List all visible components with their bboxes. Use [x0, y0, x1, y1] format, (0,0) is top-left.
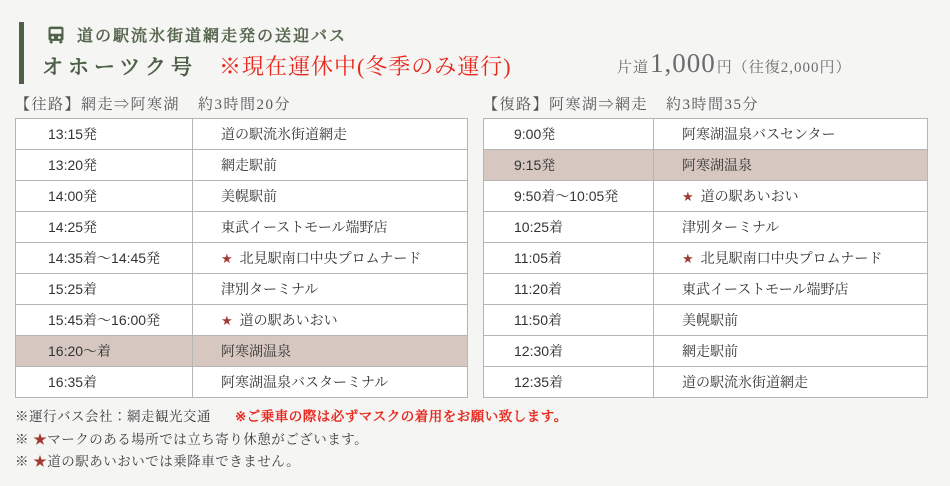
stop-name: 美幌駅前	[221, 188, 277, 204]
timetable-stop-cell	[654, 212, 928, 243]
timetable-row	[484, 212, 928, 243]
timetable-stop-cell	[193, 181, 468, 212]
stop-name: 道の駅あいおい	[239, 312, 338, 328]
timetable-row	[16, 305, 468, 336]
route-name: オホーツク号	[42, 55, 197, 79]
header-accent-bar	[19, 22, 24, 84]
stop-name: 津別ターミナル	[682, 219, 780, 235]
note-rest-stop	[15, 429, 568, 452]
timetable-row	[484, 336, 928, 367]
note-mask-warning: ※ご乗車の際は必ずマスクの着用をお願い致します。	[235, 409, 568, 424]
stop-name: 阿寒湖温泉バスセンター	[682, 126, 836, 142]
timetable-stop-cell	[654, 305, 928, 336]
note-rest-stop-text: マークのある場所では立ち寄り休憩がございます。	[47, 431, 369, 447]
timetable-time-cell: 10:25着	[484, 212, 654, 243]
fare-info	[617, 48, 852, 79]
timetable-time-cell: 11:50着	[484, 305, 654, 336]
timetable-time-cell: 9:15発	[484, 150, 654, 181]
star-icon: ★	[33, 431, 48, 447]
note-no-boarding	[15, 451, 568, 474]
star-icon: ★	[33, 454, 48, 469]
stop-name: 東武イーストモール端野店	[682, 281, 849, 297]
timetable-row	[16, 150, 468, 181]
note-operator	[15, 406, 568, 429]
timetable-time-cell: 12:30着	[484, 336, 654, 367]
timetable-stop-cell	[654, 243, 928, 274]
outbound-section-label	[15, 93, 291, 114]
note-no-boarding-text: 道の駅あいおいでは乗降車できません。	[47, 454, 301, 469]
stop-name: 津別ターミナル	[221, 281, 319, 297]
star-icon: ★	[221, 313, 233, 328]
stop-name: 北見駅南口中央プロムナード	[700, 250, 883, 266]
timetable-stop-cell	[193, 274, 468, 305]
stop-name: 道の駅流氷街道網走	[221, 126, 347, 142]
timetable-stop-cell	[654, 274, 928, 305]
fare-suffix: 円（往復2,000円）	[716, 60, 852, 76]
timetable-time-cell: 15:25着	[16, 274, 193, 305]
inbound-duration: 約3時間35分	[666, 97, 760, 113]
timetable-row	[484, 274, 928, 305]
inbound-section-label	[483, 93, 759, 114]
inbound-timetable	[483, 118, 928, 398]
stop-name: 網走駅前	[221, 157, 277, 173]
timetable-row	[484, 243, 928, 274]
star-icon: ★	[682, 189, 694, 204]
timetable-row	[484, 367, 928, 398]
stop-name: 阿寒湖温泉	[221, 343, 291, 359]
timetable-row	[484, 181, 928, 212]
timetable-row	[16, 212, 468, 243]
route-status-suspended: ※現在運休中(冬季のみ運行)	[218, 54, 512, 79]
timetable-time-cell: 14:35着～14:45発	[16, 243, 193, 274]
timetable-time-cell: 13:15発	[16, 119, 193, 150]
fare-prefix: 片道	[617, 60, 650, 76]
note-operator-text: ※運行バス会社：網走観光交通	[15, 409, 211, 424]
timetable-row	[484, 119, 928, 150]
timetable-stop-cell	[654, 336, 928, 367]
stop-name: 東武イーストモール端野店	[221, 219, 388, 235]
timetable-stop-cell	[654, 150, 928, 181]
timetable-row	[484, 150, 928, 181]
inbound-route-label: 【復路】阿寒湖⇒網走	[483, 97, 649, 113]
timetable-row	[16, 367, 468, 398]
timetable-time-cell: 16:35着	[16, 367, 193, 398]
outbound-timetable	[15, 118, 468, 398]
timetable-stop-cell	[193, 150, 468, 181]
stop-name: 阿寒湖温泉	[682, 157, 752, 173]
timetable-time-cell: 12:35着	[484, 367, 654, 398]
stop-name: 美幌駅前	[682, 312, 738, 328]
timetable-time-cell: 15:45着～16:00発	[16, 305, 193, 336]
timetable-stop-cell	[193, 336, 468, 367]
timetable-row	[484, 305, 928, 336]
timetable-row	[16, 336, 468, 367]
timetable-time-cell: 16:20～着	[16, 336, 193, 367]
bus-icon	[46, 25, 66, 45]
stop-name: 阿寒湖温泉バスターミナル	[221, 374, 389, 390]
outbound-duration: 約3時間20分	[198, 97, 292, 113]
timetable-time-cell: 11:05着	[484, 243, 654, 274]
timetable-time-cell: 13:20発	[16, 150, 193, 181]
timetable-row	[16, 274, 468, 305]
timetable-stop-cell	[193, 367, 468, 398]
outbound-route-label: 【往路】網走⇒阿寒湖	[15, 97, 181, 113]
stop-name: 道の駅流氷街道網走	[682, 374, 808, 390]
stop-name: 網走駅前	[682, 343, 738, 359]
fare-amount: 1,000	[650, 48, 716, 78]
footer-notes	[15, 406, 568, 474]
star-icon: ★	[221, 251, 233, 266]
timetable-stop-cell	[193, 305, 468, 336]
timetable-stop-cell	[193, 212, 468, 243]
timetable-row	[16, 181, 468, 212]
header-title-row	[42, 50, 512, 81]
timetable-time-cell: 9:50着～10:05発	[484, 181, 654, 212]
timetable-time-cell: 11:20着	[484, 274, 654, 305]
timetable-stop-cell	[654, 119, 928, 150]
timetable-time-cell: 14:25発	[16, 212, 193, 243]
timetable-stop-cell	[654, 181, 928, 212]
timetable-stop-cell	[193, 119, 468, 150]
timetable-row	[16, 243, 468, 274]
timetable-stop-cell	[193, 243, 468, 274]
star-icon: ★	[682, 251, 694, 266]
note-marker: ※	[15, 454, 34, 469]
timetable-time-cell: 14:00発	[16, 181, 193, 212]
timetable-stop-cell	[654, 367, 928, 398]
header-subtitle: 道の駅流氷街道網走発の送迎バス	[77, 28, 348, 45]
stop-name: 北見駅南口中央プロムナード	[239, 250, 422, 266]
timetable-time-cell: 9:00発	[484, 119, 654, 150]
note-marker: ※	[15, 431, 34, 447]
timetable-row	[16, 119, 468, 150]
header-subtitle-row	[46, 23, 347, 46]
stop-name: 道の駅あいおい	[700, 188, 799, 204]
